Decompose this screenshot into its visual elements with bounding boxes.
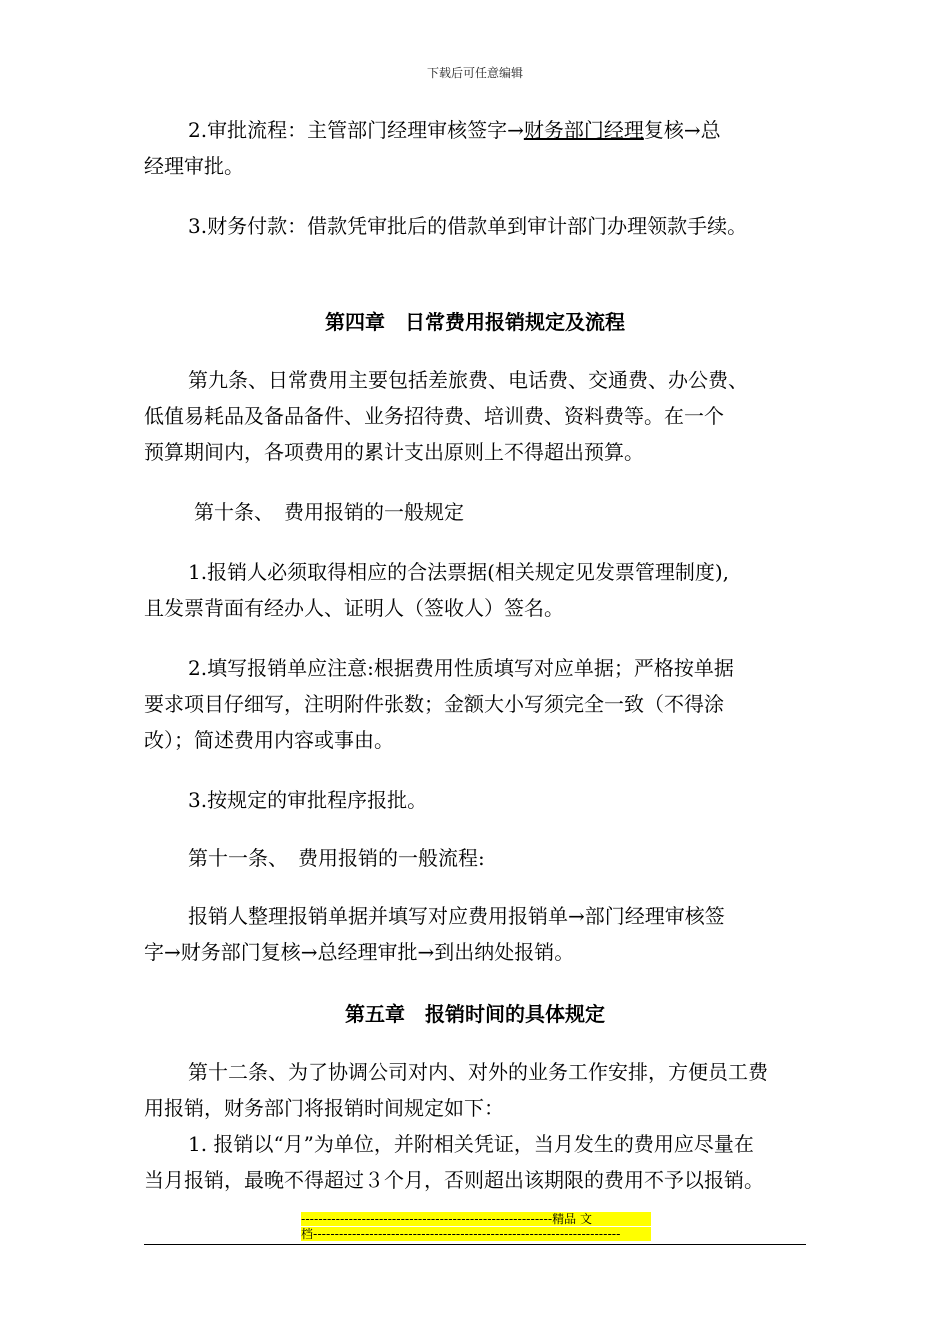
paragraph-reimburse-rule-1 <box>144 1126 864 1198</box>
text-reimburse-l1: 1. 报销以“月”为单位，并附相关凭证，当月发生的费用应尽量在 <box>188 1132 754 1156</box>
paragraph-approval-process <box>144 112 824 184</box>
chapter-5-heading: 第五章 报销时间的具体规定 <box>345 1002 605 1026</box>
text-flow-l1: 报销人整理报销单据并填写对应费用报销单→部门经理审核签 <box>188 904 725 928</box>
text-rule-2-l3: 改）；简述费用内容或事由。 <box>144 728 394 752</box>
text-article-9-l1: 第九条、日常费用主要包括差旅费、电话费、交通费、办公费、 <box>188 368 748 392</box>
paragraph-rule-2 <box>144 650 824 758</box>
text-rule-1-l1: 1.报销人必须取得相应的合法票据(相关规定见发票管理制度), <box>188 560 730 584</box>
text-article-9-l3: 预算期间内，各项费用的累计支出原则上不得超出预算。 <box>144 440 644 464</box>
text-article-12-l1: 第十二条、为了协调公司对内、对外的业务工作安排，方便员工费 <box>188 1060 768 1084</box>
chapter-4-heading: 第四章 日常费用报销规定及流程 <box>325 310 625 334</box>
text-article-9-l2: 低值易耗品及备品备件、业务招待费、培训费、资料费等。在一个 <box>144 404 724 428</box>
text-flow-l2: 字→财务部门复核→总经理审批→到出纳处报销。 <box>144 940 575 964</box>
paragraph-article-11: 第十一条、 费用报销的一般流程: <box>188 846 485 870</box>
text-reimburse-l2: 当月报销，最晚不得超过３个月，否则超出该期限的费用不予以报销。 <box>144 1168 764 1192</box>
text-rule-2-l2: 要求项目仔细写，注明附件张数；金额大小写须完全一致（不得涂 <box>144 692 724 716</box>
text-approval-b: 复核→总 <box>643 118 721 142</box>
footer-divider <box>144 1244 806 1245</box>
text-finance-manager-underlined: 财务部门经理 <box>523 118 644 142</box>
paragraph-finance-payment: 3.财务付款：借款凭审批后的借款单到审计部门办理领款手续。 <box>188 214 748 238</box>
paragraph-article-9 <box>144 362 824 470</box>
paragraph-rule-3: 3.按规定的审批程序报批。 <box>188 788 428 812</box>
header-note: 下载后可任意编辑 <box>426 66 523 80</box>
text-approval-a: 2.审批流程：主管部门经理审核签字→ <box>188 118 524 142</box>
footer-watermark-line2: 档----------------------------------------------------------------------- <box>301 1227 651 1241</box>
text-approval-line2: 经理审批。 <box>144 154 244 178</box>
text-article-12-l2: 用报销，财务部门将报销时间规定如下： <box>144 1096 504 1120</box>
text-rule-2-l1: 2.填写报销单应注意:根据费用性质填写对应单据；严格按单据 <box>188 656 734 680</box>
text-rule-1-l2: 且发票背面有经办人、证明人（签收人）签名。 <box>144 596 564 620</box>
footer-watermark-line1: ----------------------------------------------------------精品 文 <box>301 1212 651 1226</box>
paragraph-article-10: 第十条、 费用报销的一般规定 <box>194 500 464 524</box>
paragraph-process-flow <box>144 898 824 970</box>
paragraph-rule-1 <box>144 554 824 626</box>
paragraph-article-12 <box>144 1054 864 1126</box>
